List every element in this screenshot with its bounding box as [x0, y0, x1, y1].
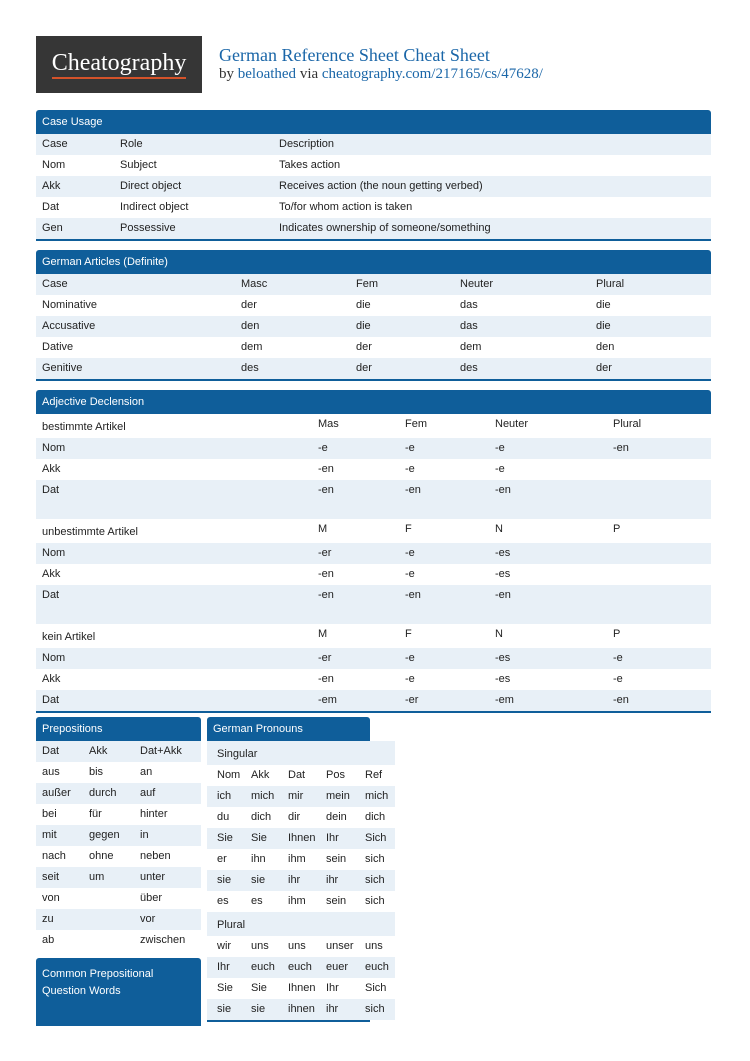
table-cell: mich: [365, 790, 389, 802]
table-cell: uns: [288, 940, 306, 952]
table-cell: außer: [42, 787, 71, 799]
group-header-row: [36, 624, 711, 648]
table-cell: von: [42, 892, 60, 904]
table-cell: -er: [405, 694, 419, 706]
table-cell: ihr: [326, 874, 339, 886]
table-cell: dem: [460, 341, 482, 353]
table-row: [36, 155, 711, 176]
table-cell: über: [140, 892, 163, 904]
table-cell: Sich: [365, 982, 387, 994]
pronouns-bottom-rule: [207, 1020, 370, 1022]
table-cell: dein: [326, 811, 347, 823]
table-cell: Dat: [42, 201, 60, 213]
table-cell: -en: [318, 673, 334, 685]
table-cell: der: [596, 362, 612, 374]
table-cell: sie: [217, 874, 232, 886]
table-cell: -er: [318, 652, 332, 664]
table-cell: -en: [613, 442, 629, 454]
page-title: German Reference Sheet Cheat Sheet: [219, 45, 490, 65]
articles-table: [36, 274, 711, 379]
table-cell: für: [89, 808, 102, 820]
table-cell: -e: [495, 463, 505, 475]
table-cell: mein: [326, 790, 350, 802]
table-cell: F: [405, 628, 412, 640]
table-row: [36, 867, 201, 888]
table-cell: sich: [365, 1003, 385, 1015]
table-cell: Gen: [42, 222, 63, 234]
table-cell: Akk: [42, 180, 61, 192]
table-row: [36, 909, 201, 930]
articles-section: [36, 250, 711, 381]
table-row: [36, 762, 201, 783]
table-cell: das: [460, 299, 478, 311]
adjective-section: [36, 390, 711, 713]
adjective-table: [36, 414, 711, 711]
table-cell: Nom: [42, 652, 66, 664]
table-cell: es: [251, 895, 263, 907]
table-cell: euch: [365, 961, 389, 973]
table-row: [36, 585, 711, 606]
table-cell: die: [596, 299, 611, 311]
case-usage-section: [36, 110, 711, 241]
table-cell: Genitive: [42, 362, 83, 374]
table-cell: P: [613, 628, 621, 640]
table-cell: Accusative: [42, 320, 96, 332]
table-cell: To/for whom action is taken: [279, 201, 413, 213]
table-cell: Description: [279, 138, 335, 150]
table-cell: P: [613, 523, 621, 535]
table-cell: -e: [613, 652, 623, 664]
table-cell: Ihr: [326, 832, 339, 844]
table-cell: -e: [495, 442, 505, 454]
table-cell: ab: [42, 934, 55, 946]
table-cell: mich: [251, 790, 275, 802]
question-words-section: [36, 958, 201, 1026]
table-row: [36, 846, 201, 867]
by-word: by: [219, 66, 234, 82]
table-row: [36, 337, 711, 358]
table-header-row: [36, 134, 711, 155]
table-cell: -e: [405, 547, 415, 559]
table-cell: kein Artikel: [42, 631, 96, 643]
table-cell: -en: [405, 484, 421, 496]
table-row: [36, 480, 711, 501]
table-cell: dich: [251, 811, 272, 823]
table-row: [207, 786, 395, 807]
spacer-row: [36, 606, 711, 624]
table-cell: dir: [288, 811, 301, 823]
spacer-row: [36, 501, 711, 519]
table-row: [207, 891, 395, 912]
table-cell: ohne: [89, 850, 114, 862]
table-cell: -es: [495, 547, 511, 559]
table-cell: Dative: [42, 341, 74, 353]
table-row: [207, 849, 395, 870]
table-row: [36, 438, 711, 459]
table-cell: Nom: [42, 547, 66, 559]
table-row: [207, 828, 395, 849]
table-cell: Akk: [251, 769, 270, 781]
table-cell: du: [217, 811, 230, 823]
table-row: [36, 669, 711, 690]
table-cell: ihr: [326, 1003, 339, 1015]
table-cell: Nom: [217, 769, 241, 781]
table-cell: ich: [217, 790, 232, 802]
table-cell: Nom: [42, 442, 66, 454]
group-header-row: [36, 414, 711, 438]
table-cell: -e: [613, 673, 623, 685]
table-row: [207, 936, 395, 957]
table-cell: den: [596, 341, 615, 353]
table-cell: in: [140, 829, 149, 841]
table-row: [36, 930, 201, 951]
table-row: [36, 690, 711, 711]
table-cell: Plural: [596, 278, 625, 290]
table-row: [36, 648, 711, 669]
table-cell: Pos: [326, 769, 345, 781]
table-cell: Ihnen: [288, 982, 316, 994]
table-cell: unser: [326, 940, 354, 952]
table-row: [207, 999, 395, 1020]
table-cell: -e: [405, 442, 415, 454]
table-cell: sie: [251, 874, 266, 886]
table-cell: bei: [42, 808, 57, 820]
table-cell: Indicates ownership of someone/something: [279, 222, 491, 234]
table-row: [36, 564, 711, 585]
pronoun-group-label: [207, 741, 395, 765]
table-cell: das: [460, 320, 478, 332]
table-cell: ihr: [288, 874, 301, 886]
table-cell: sich: [365, 874, 385, 886]
group-label-text: Plural: [217, 919, 246, 931]
table-cell: sich: [365, 895, 385, 907]
table-cell: zwischen: [140, 934, 186, 946]
table-cell: des: [241, 362, 259, 374]
table-row: [207, 978, 395, 999]
table-cell: Sie: [251, 982, 267, 994]
table-row: [207, 870, 395, 891]
table-cell: -e: [318, 442, 328, 454]
table-cell: den: [241, 320, 260, 332]
table-cell: des: [460, 362, 478, 374]
table-cell: sein: [326, 853, 347, 865]
prepositions-title: Prepositions: [36, 717, 201, 741]
table-row: [36, 783, 201, 804]
table-cell: -em: [318, 694, 337, 706]
pronoun-group-label: [207, 912, 395, 936]
table-cell: Case: [42, 278, 68, 290]
adjective-title: Adjective Declension: [36, 390, 711, 414]
table-cell: euch: [288, 961, 312, 973]
table-cell: -en: [495, 589, 511, 601]
table-cell: Neuter: [460, 278, 494, 290]
table-cell: Akk: [42, 568, 61, 580]
table-cell: Dat: [42, 484, 60, 496]
table-cell: Masc: [241, 278, 268, 290]
table-cell: uns: [251, 940, 269, 952]
table-cell: die: [356, 320, 371, 332]
table-cell: Sie: [251, 832, 267, 844]
table-cell: Ihnen: [288, 832, 316, 844]
table-cell: N: [495, 523, 503, 535]
table-cell: unter: [140, 871, 166, 883]
table-row: [207, 957, 395, 978]
table-cell: M: [318, 628, 328, 640]
table-cell: seit: [42, 871, 60, 883]
table-cell: sie: [217, 1003, 232, 1015]
table-row: [36, 316, 711, 337]
table-cell: ihm: [288, 853, 306, 865]
table-cell: Receives action (the noun getting verbed): [279, 180, 483, 192]
table-cell: der: [241, 299, 257, 311]
articles-title: German Articles (Definite): [36, 250, 711, 274]
table-cell: Neuter: [495, 418, 529, 430]
table-cell: Takes action: [279, 159, 341, 171]
author-link[interactable]: beloathed: [237, 66, 297, 82]
table-cell: -em: [495, 694, 514, 706]
table-cell: Sie: [217, 832, 233, 844]
table-cell: Fem: [405, 418, 427, 430]
table-row: [36, 459, 711, 480]
table-cell: N: [495, 628, 503, 640]
table-cell: es: [217, 895, 229, 907]
table-cell: ihnen: [288, 1003, 315, 1015]
logo-text: Cheatography: [52, 51, 187, 79]
table-cell: mit: [42, 829, 57, 841]
table-cell: -es: [495, 568, 511, 580]
table-row: [207, 807, 395, 828]
table-cell: durch: [89, 787, 117, 799]
table-row: [36, 218, 711, 239]
table-cell: Dat: [42, 589, 60, 601]
table-cell: wir: [217, 940, 232, 952]
table-cell: Nom: [42, 159, 66, 171]
table-cell: -e: [405, 652, 415, 664]
group-header-row: [36, 519, 711, 543]
table-row: [36, 197, 711, 218]
table-cell: sich: [365, 853, 385, 865]
table-cell: -es: [495, 673, 511, 685]
table-cell: zu: [42, 913, 54, 925]
question-words-title: Common Prepositional Question Words: [42, 968, 154, 997]
table-cell: -en: [318, 589, 334, 601]
table-row: [36, 176, 711, 197]
table-cell: Mas: [318, 418, 339, 430]
case-usage-title: Case Usage: [36, 110, 711, 134]
table-cell: aus: [42, 766, 60, 778]
table-cell: er: [217, 853, 227, 865]
table-cell: Ihr: [326, 982, 339, 994]
table-cell: Akk: [89, 745, 108, 757]
table-cell: -en: [318, 463, 334, 475]
table-cell: Sich: [365, 832, 387, 844]
table-cell: Dat+Akk: [140, 745, 182, 757]
table-cell: Sie: [217, 982, 233, 994]
table-cell: -e: [405, 673, 415, 685]
pronouns-table: [207, 741, 395, 1020]
table-cell: die: [596, 320, 611, 332]
table-cell: -er: [318, 547, 332, 559]
cheatography-logo[interactable]: [36, 36, 202, 93]
table-cell: der: [356, 362, 372, 374]
table-cell: -e: [405, 463, 415, 475]
table-cell: die: [356, 299, 371, 311]
table-cell: Dat: [42, 745, 60, 757]
table-cell: -e: [405, 568, 415, 580]
table-cell: an: [140, 766, 153, 778]
table-cell: der: [356, 341, 372, 353]
via-word: via: [299, 66, 319, 82]
byline: [219, 66, 543, 83]
table-cell: Direct object: [120, 180, 182, 192]
table-header-row: [36, 741, 201, 762]
table-cell: -en: [613, 694, 629, 706]
table-cell: vor: [140, 913, 156, 925]
table-cell: dich: [365, 811, 386, 823]
table-row: [36, 295, 711, 316]
table-cell: Role: [120, 138, 143, 150]
table-cell: F: [405, 523, 412, 535]
table-cell: sie: [251, 1003, 266, 1015]
table-cell: bis: [89, 766, 104, 778]
table-cell: Dat: [42, 694, 60, 706]
table-cell: sein: [326, 895, 347, 907]
table-cell: um: [89, 871, 105, 883]
prepositions-section: [36, 717, 201, 951]
table-cell: Dat: [288, 769, 306, 781]
table-cell: euch: [251, 961, 275, 973]
table-cell: nach: [42, 850, 66, 862]
table-row: [36, 825, 201, 846]
table-cell: auf: [140, 787, 156, 799]
table-cell: bestimmte Artikel: [42, 421, 126, 433]
table-row: [36, 543, 711, 564]
group-label-text: Singular: [217, 748, 258, 760]
table-header-row: [36, 274, 711, 295]
table-row: [36, 804, 201, 825]
table-cell: uns: [365, 940, 383, 952]
table-cell: Ref: [365, 769, 383, 781]
pronouns-section: [207, 717, 395, 1022]
table-cell: hinter: [140, 808, 168, 820]
case-usage-table: [36, 134, 711, 239]
table-cell: unbestimmte Artikel: [42, 526, 138, 538]
table-cell: euer: [326, 961, 349, 973]
table-row: [36, 358, 711, 379]
table-cell: Subject: [120, 159, 157, 171]
table-cell: Indirect object: [120, 201, 189, 213]
table-cell: ihn: [251, 853, 266, 865]
table-cell: Akk: [42, 463, 61, 475]
table-cell: -en: [318, 484, 334, 496]
pronouns-title: German Pronouns: [207, 717, 370, 741]
table-cell: gegen: [89, 829, 120, 841]
table-cell: mir: [288, 790, 304, 802]
table-cell: -en: [495, 484, 511, 496]
table-cell: Possessive: [120, 222, 176, 234]
table-cell: Plural: [613, 418, 642, 430]
table-cell: Akk: [42, 673, 61, 685]
table-cell: ihm: [288, 895, 306, 907]
table-cell: -en: [318, 568, 334, 580]
sheet-url-link[interactable]: cheatography.com/217165/cs/47628/: [321, 66, 543, 82]
table-cell: Nominative: [42, 299, 98, 311]
prepositions-table: [36, 741, 201, 951]
table-cell: Fem: [356, 278, 378, 290]
table-cell: -es: [495, 652, 511, 664]
table-cell: neben: [140, 850, 171, 862]
table-cell: dem: [241, 341, 263, 353]
table-cell: M: [318, 523, 328, 535]
table-cell: Case: [42, 138, 68, 150]
table-header-row: [207, 765, 395, 786]
table-row: [36, 888, 201, 909]
table-cell: -en: [405, 589, 421, 601]
table-cell: Ihr: [217, 961, 230, 973]
